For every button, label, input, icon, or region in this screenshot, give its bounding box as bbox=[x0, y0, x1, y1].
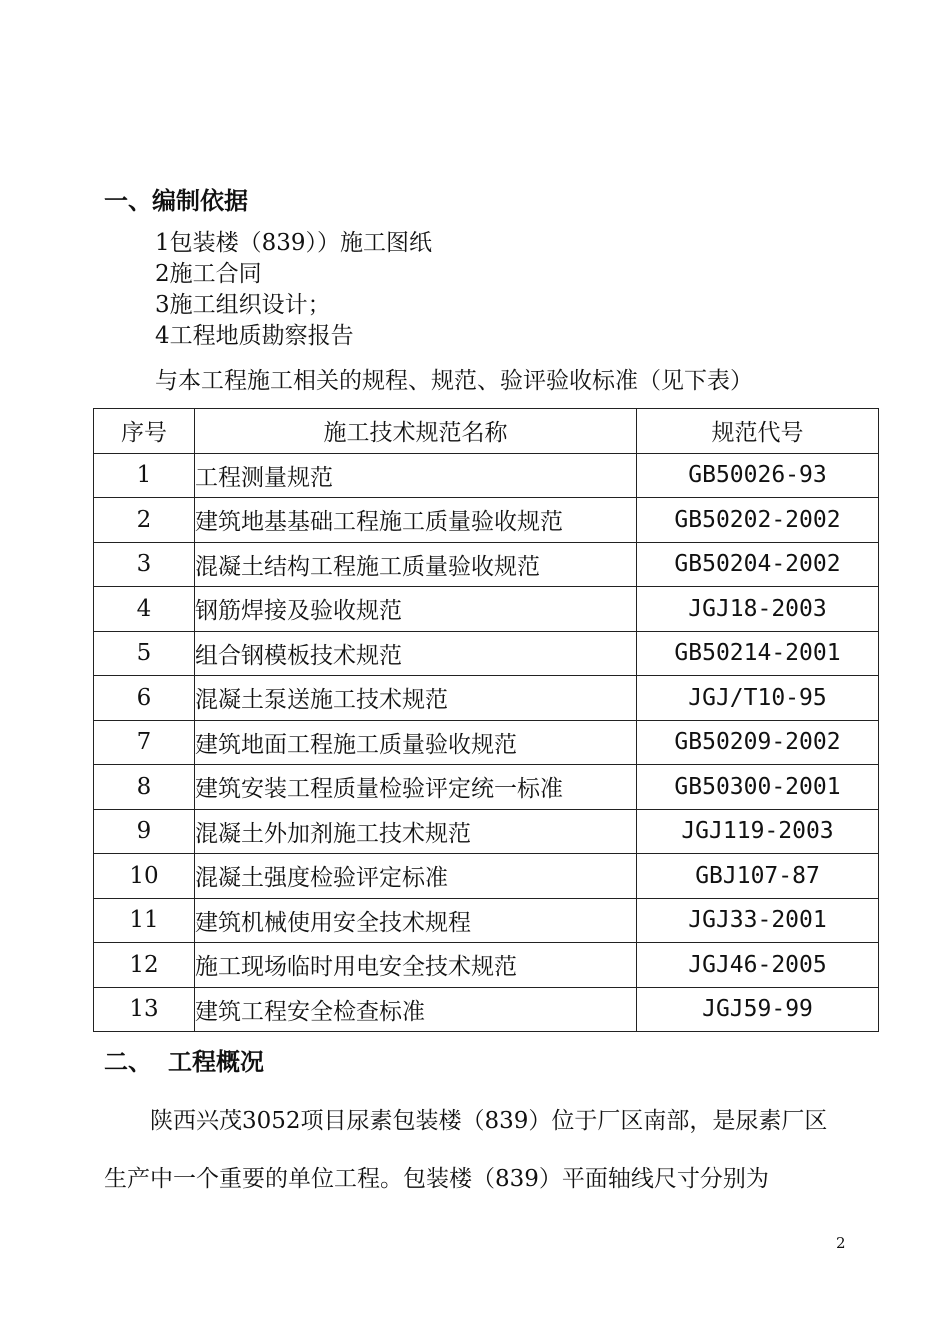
row-standard-code: GB50026-93 bbox=[637, 453, 879, 498]
row-serial: 3 bbox=[94, 542, 195, 587]
table-row bbox=[94, 453, 879, 498]
section-2-number: 二、 bbox=[104, 1048, 152, 1076]
table-row bbox=[94, 587, 879, 632]
table-row bbox=[94, 898, 879, 943]
table-row bbox=[94, 987, 879, 1032]
row-serial: 1 bbox=[94, 453, 195, 498]
section-2-heading bbox=[104, 1047, 264, 1077]
row-standard-code: JGJ18-2003 bbox=[637, 587, 879, 632]
basis-list bbox=[155, 228, 432, 352]
header-standard-name: 施工技术规范名称 bbox=[195, 409, 637, 454]
row-standard-name: 施工现场临时用电安全技术规范 bbox=[195, 943, 637, 988]
row-serial: 2 bbox=[94, 498, 195, 543]
row-standard-code: GBJ107-87 bbox=[637, 854, 879, 899]
overview-paragraph-line: 陕西兴茂3052项目尿素包装楼（839）位于厂区南部，是尿素厂区 bbox=[150, 1108, 828, 1134]
row-standard-name: 混凝土结构工程施工质量验收规范 bbox=[195, 542, 637, 587]
table-row bbox=[94, 542, 879, 587]
table-row bbox=[94, 498, 879, 543]
row-standard-name: 建筑机械使用安全技术规程 bbox=[195, 898, 637, 943]
row-standard-code: GB50202-2002 bbox=[637, 498, 879, 543]
row-standard-name: 工程测量规范 bbox=[195, 453, 637, 498]
row-standard-code: JGJ46-2005 bbox=[637, 943, 879, 988]
row-serial: 4 bbox=[94, 587, 195, 632]
standards-intro: 与本工程施工相关的规程、规范、验评验收标准（见下表） bbox=[155, 368, 753, 394]
row-standard-name: 钢筋焊接及验收规范 bbox=[195, 587, 637, 632]
row-serial: 11 bbox=[94, 898, 195, 943]
basis-item: 1包装楼（839））施工图纸 bbox=[155, 230, 433, 256]
row-standard-name: 建筑安装工程质量检验评定统一标准 bbox=[195, 765, 637, 810]
section-1-heading: 一、编制依据 bbox=[104, 187, 248, 215]
row-standard-code: GB50300-2001 bbox=[637, 765, 879, 810]
basis-item: 4工程地质勘察报告 bbox=[155, 323, 354, 349]
row-serial: 8 bbox=[94, 765, 195, 810]
standards-table-body bbox=[94, 453, 879, 1032]
basis-item: 3施工组织设计； bbox=[155, 292, 331, 318]
row-standard-code: JGJ59-99 bbox=[637, 987, 879, 1032]
page-number: 2 bbox=[836, 1234, 846, 1252]
row-serial: 10 bbox=[94, 854, 195, 899]
standards-table bbox=[93, 408, 879, 1032]
row-standard-name: 混凝土强度检验评定标准 bbox=[195, 854, 637, 899]
table-header-row bbox=[94, 409, 879, 454]
row-standard-code: JGJ119-2003 bbox=[637, 809, 879, 854]
row-standard-code: JGJ33-2001 bbox=[637, 898, 879, 943]
header-serial: 序号 bbox=[94, 409, 195, 454]
row-standard-code: GB50214-2001 bbox=[637, 631, 879, 676]
table-row bbox=[94, 765, 879, 810]
basis-item: 2施工合同 bbox=[155, 261, 262, 287]
table-row bbox=[94, 676, 879, 721]
row-serial: 13 bbox=[94, 987, 195, 1032]
row-standard-code: GB50209-2002 bbox=[637, 720, 879, 765]
row-standard-name: 混凝土泵送施工技术规范 bbox=[195, 676, 637, 721]
row-standard-code: JGJ/T10-95 bbox=[637, 676, 879, 721]
row-standard-code: GB50204-2002 bbox=[637, 542, 879, 587]
row-standard-name: 建筑地面工程施工质量验收规范 bbox=[195, 720, 637, 765]
row-standard-name: 组合钢模板技术规范 bbox=[195, 631, 637, 676]
table-row bbox=[94, 720, 879, 765]
row-serial: 5 bbox=[94, 631, 195, 676]
row-standard-name: 建筑地基基础工程施工质量验收规范 bbox=[195, 498, 637, 543]
row-serial: 12 bbox=[94, 943, 195, 988]
row-serial: 7 bbox=[94, 720, 195, 765]
table-row bbox=[94, 631, 879, 676]
row-serial: 6 bbox=[94, 676, 195, 721]
row-serial: 9 bbox=[94, 809, 195, 854]
header-standard-code: 规范代号 bbox=[637, 409, 879, 454]
table-row bbox=[94, 854, 879, 899]
table-row bbox=[94, 943, 879, 988]
section-2-title: 工程概况 bbox=[168, 1048, 264, 1076]
table-row bbox=[94, 809, 879, 854]
row-standard-name: 建筑工程安全检查标准 bbox=[195, 987, 637, 1032]
row-standard-name: 混凝土外加剂施工技术规范 bbox=[195, 809, 637, 854]
overview-paragraph-line: 生产中一个重要的单位工程。包装楼（839）平面轴线尺寸分别为 bbox=[104, 1166, 769, 1192]
